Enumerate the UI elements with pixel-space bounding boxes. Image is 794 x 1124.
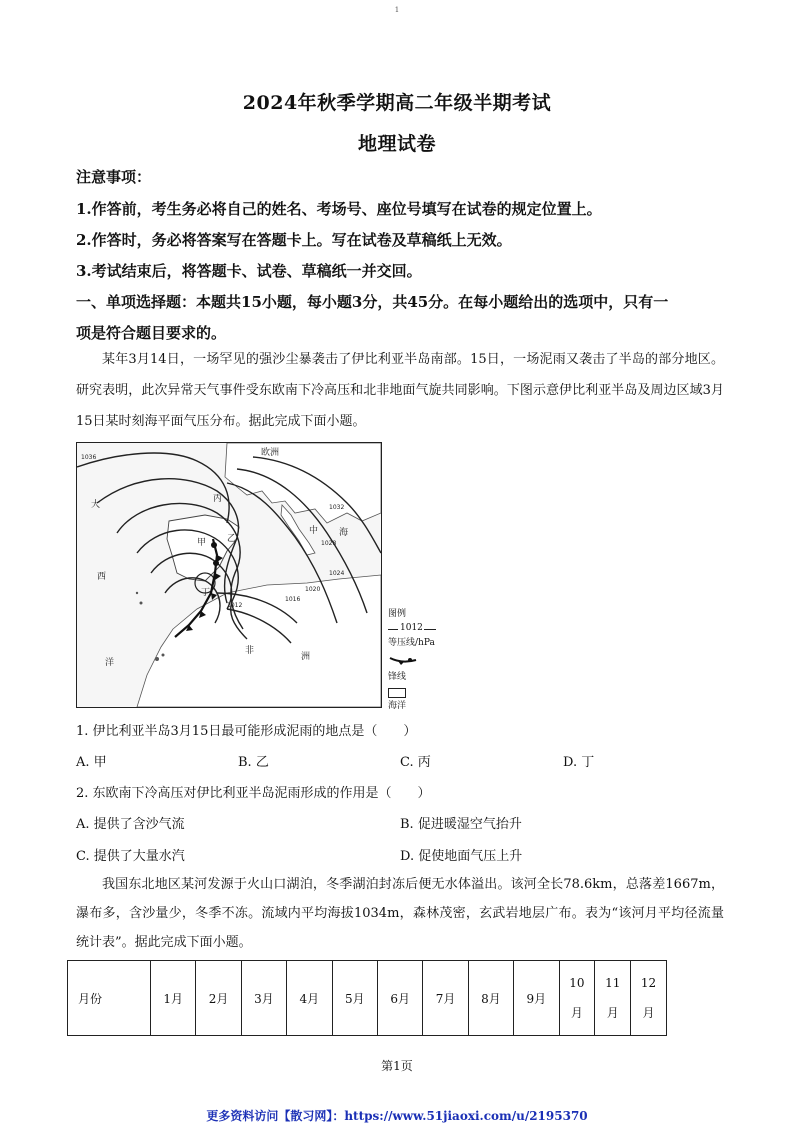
label-yi: 乙 xyxy=(227,534,237,544)
isobar-line-icon xyxy=(424,629,436,630)
footer-link[interactable]: 更多资料访问【散习网】：https://www.51jiaoxi.com/u/2195370 xyxy=(206,1109,588,1123)
front-icon xyxy=(388,654,458,669)
table-cell: 3月 xyxy=(241,961,286,1036)
label-atlantic: 大 xyxy=(91,500,101,510)
label-ding: 丁 xyxy=(201,588,211,598)
q1-option-b: B. 乙 xyxy=(238,755,269,770)
table-cell: 4月 xyxy=(287,961,332,1036)
passage-2: 我国东北地区某河发源于火山口湖泊，冬季湖泊封冻后便无水体溢出。该河全长78.6km，总落差1667m，瀑布多，含沙量少，冬季不冻。流域内平均海拔1034m，森林茂密，玄武岩地层广布。表为“该河月平均径流量统计表”。据此完成下面小题。 xyxy=(76,877,724,950)
legend-isobar-value: 1012 xyxy=(400,623,423,633)
table-row xyxy=(68,961,667,1036)
isobar-label: 1032 xyxy=(329,504,345,511)
cell-line: 12 xyxy=(640,975,657,990)
label-africa: 非 xyxy=(245,646,255,656)
pressure-map xyxy=(76,442,382,708)
table-cell: 6月 xyxy=(377,961,422,1036)
cell-line: 11 xyxy=(605,975,621,990)
passage-1: 某年3月14日，一场罕见的强沙尘暴袭击了伊比利亚半岛南部。15日，一场泥雨又袭击了半岛的部分地区。研究表明，此次异常天气事件受东欧南下冷高压和北非地面气旋共同影响。下图示意伊比利亚半岛及周边区域3月15日某时刻海平面气压分布。据此完成下面小题。 xyxy=(76,352,724,429)
label-europe: 欧洲 xyxy=(261,448,280,458)
table-cell xyxy=(559,961,595,1036)
label-jia: 甲 xyxy=(197,538,207,548)
q2-option-d: D. 促使地面气压上升 xyxy=(400,849,523,864)
q2-option-c: C. 提供了大量水汽 xyxy=(76,849,185,864)
exam-title: 2024年秋季学期高二年级半期考试 xyxy=(242,92,552,114)
note-item: 1.作答前，考生务必将自己的姓名、考场号、座位号填写在试卷的规定位置上。 xyxy=(76,200,602,218)
isobar-label: 1024 xyxy=(329,570,345,577)
table-cell: 2月 xyxy=(196,961,241,1036)
subject-title: 地理试卷 xyxy=(357,133,436,155)
question-1-stem: 1. 伊比利亚半岛3月15日最可能形成泥雨的地点是（ ） xyxy=(76,724,417,739)
label-mediterranean: 海 xyxy=(339,528,349,538)
table-cell xyxy=(595,961,631,1036)
isobar-label: 1028 xyxy=(321,540,337,547)
section-heading-cont: 项是符合题目要求的。 xyxy=(76,324,227,342)
cell-line: 10 xyxy=(569,975,585,990)
q1-option-a: A. 甲 xyxy=(76,755,107,770)
table-cell: 7月 xyxy=(423,961,468,1036)
cell-line: 月 xyxy=(570,1005,583,1020)
q2-option-a: A. 提供了含沙气流 xyxy=(76,817,185,832)
table-cell: 9月 xyxy=(514,961,559,1036)
table-cell: 5月 xyxy=(332,961,377,1036)
isobar-label: 1020 xyxy=(305,586,321,593)
ocean-swatch-icon xyxy=(388,688,406,698)
isobar-label: 1036 xyxy=(81,454,97,461)
label-africa: 洲 xyxy=(301,652,311,662)
runoff-table xyxy=(67,960,667,1036)
isobar-label: 1016 xyxy=(285,596,301,603)
table-cell: 8月 xyxy=(468,961,513,1036)
table-cell: 1月 xyxy=(151,961,196,1036)
table-cell xyxy=(631,961,667,1036)
section-heading: 一、单项选择题：本题共15小题，每小题3分，共45分。在每小题给出的选项中，只有一 xyxy=(76,293,669,311)
table-header-cell: 月份 xyxy=(68,961,151,1036)
label-mediterranean: 中 xyxy=(309,526,319,536)
cell-line: 月 xyxy=(642,1005,655,1020)
isobar-line-icon xyxy=(388,629,398,630)
note-item: 2.作答时，务必将答案写在答题卡上。写在试卷及草稿纸上无效。 xyxy=(76,231,512,249)
q2-option-b: B. 促进暖湿空气抬升 xyxy=(400,817,522,832)
legend-isobar-label: 等压线/hPa xyxy=(388,638,435,648)
legend-title: 图例 xyxy=(388,609,407,619)
q1-option-d: D. 丁 xyxy=(563,755,595,770)
legend-ocean-label: 海洋 xyxy=(388,701,407,711)
q1-option-c: C. 丙 xyxy=(400,755,431,770)
map-legend xyxy=(388,606,458,711)
legend-isobar xyxy=(388,623,458,635)
notes-heading: 注意事项： xyxy=(76,168,152,186)
page-number: 第1页 xyxy=(381,1059,413,1073)
label-bing: 丙 xyxy=(213,494,223,504)
map-figure xyxy=(77,443,381,707)
isobar-label: 1012 xyxy=(227,602,243,609)
page-marker: 1 xyxy=(394,6,400,14)
cell-line: 月 xyxy=(606,1005,619,1020)
note-item: 3.考试结束后，将答题卡、试卷、草稿纸一并交回。 xyxy=(76,262,422,280)
legend-front-label: 锋线 xyxy=(388,672,407,682)
label-atlantic: 西 xyxy=(97,572,107,582)
question-2-stem: 2. 东欧南下冷高压对伊比利亚半岛泥雨形成的作用是（ ） xyxy=(76,786,431,801)
label-atlantic: 洋 xyxy=(105,658,115,668)
